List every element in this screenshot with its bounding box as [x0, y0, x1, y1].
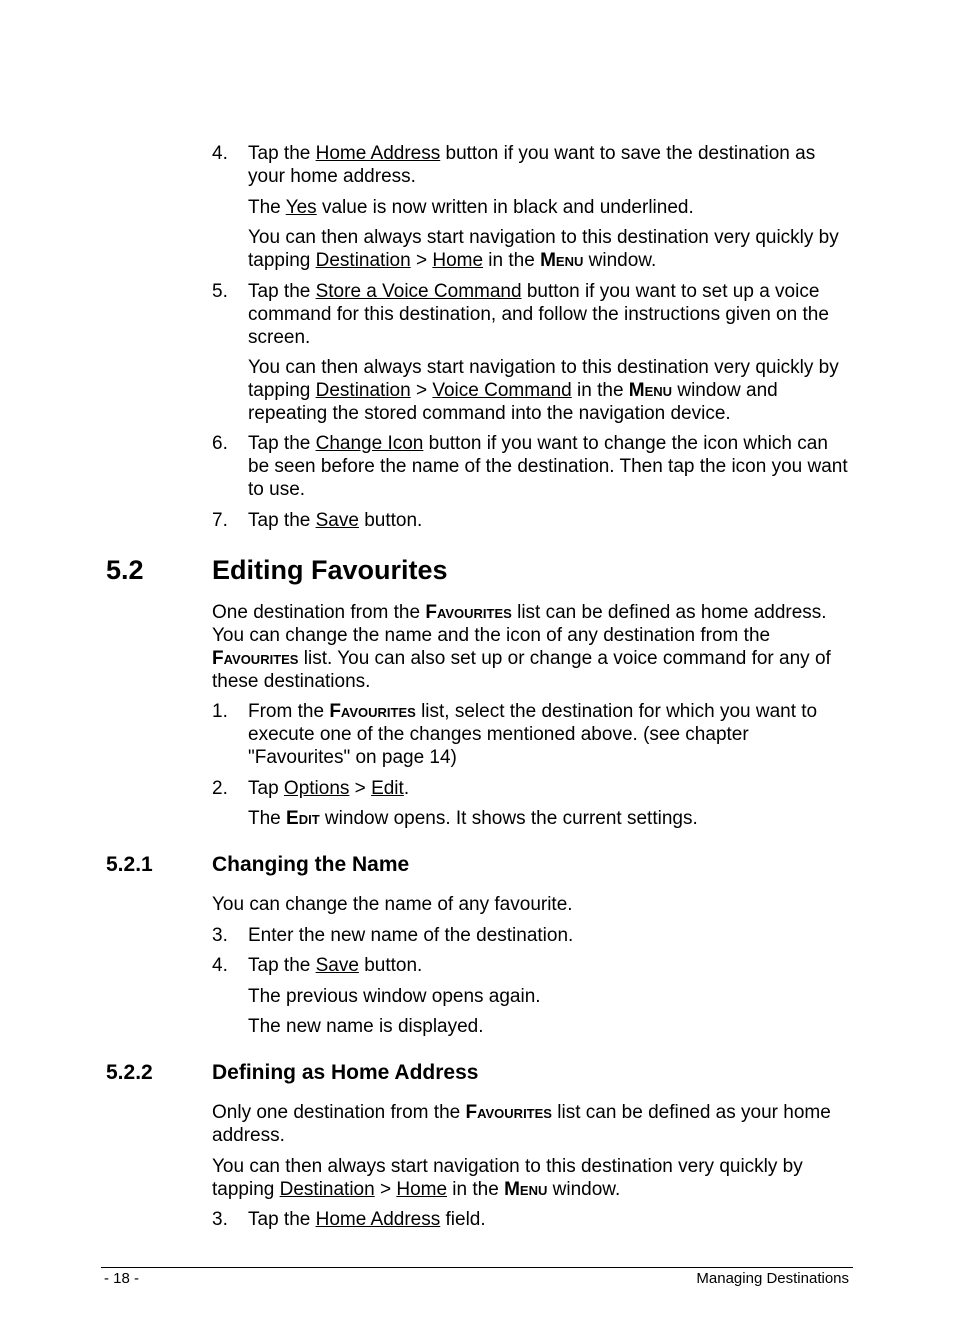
subsection-paragraph: You can then always start navigation to this destination very quickly by tapping Destination > Home in the Menu window. [212, 1156, 803, 1200]
list-number: 3. [212, 925, 228, 946]
save-link[interactable]: Save [315, 955, 359, 976]
list-number: 7. [212, 510, 228, 531]
change-icon-link[interactable]: Change Icon [315, 433, 424, 454]
home-link[interactable]: Home [432, 250, 484, 271]
menu-label: Menu [504, 1179, 548, 1200]
page-number: - 18 - [104, 1270, 140, 1287]
save-link[interactable]: Save [315, 510, 359, 531]
edit-link[interactable]: Edit [371, 778, 404, 799]
subsection-title: Defining as Home Address [212, 1061, 479, 1084]
section-intro: One destination from the Favourites list can be defined as home address. You can change the name and the icon of any destination from the Favourites list. You can also set up or change a voice command for any of these destinations. [212, 602, 831, 692]
step-4-note-2: The new name is displayed. [248, 1016, 484, 1037]
list-item-5: Tap the Store a Voice Command button if you want to set up a voice command for this destination, and follow the instructions given on the screen. [248, 281, 829, 348]
menu-label: Menu [540, 250, 584, 271]
favourites-label: Favourites [212, 648, 299, 669]
list-number: 4. [212, 955, 228, 976]
favourites-label: Favourites [329, 701, 416, 722]
home-address-link[interactable]: Home Address [315, 1209, 441, 1230]
step-2: Tap Options > Edit. [248, 778, 410, 799]
list-item-6: Tap the Change Icon button if you want to change the icon which can be seen before the name of the destination. Then tap the icon you want to use. [248, 433, 848, 500]
voice-command-link[interactable]: Voice Command [432, 380, 572, 401]
subsection-intro: Only one destination from the Favourites list can be defined as your home address. [212, 1102, 831, 1146]
step-3: Tap the Home Address field. [248, 1209, 486, 1230]
store-voice-command-link[interactable]: Store a Voice Command [315, 281, 522, 302]
list-item-7: Tap the Save button. [248, 510, 423, 531]
step-1: From the Favourites list, select the destination for which you want to execute one of the changes mentioned above. (see chapter "Favourites" on page 14) [248, 701, 818, 768]
edit-window-label: Edit [286, 808, 320, 829]
section-title: Editing Favourites [212, 555, 448, 585]
item5-note: You can then always start navigation to this destination very quickly by tapping Destination > Voice Command in the Menu window and repeating the stored command into the navigation device. [248, 357, 839, 424]
destination-link[interactable]: Destination [315, 380, 411, 401]
step-2-note: The Edit window opens. It shows the current settings. [248, 808, 698, 829]
subsection-title: Changing the Name [212, 853, 410, 876]
footer-rule [101, 1267, 853, 1268]
destination-link[interactable]: Destination [279, 1179, 375, 1200]
section-number: 5.2 [106, 555, 144, 585]
list-number: 4. [212, 143, 228, 164]
list-number: 1. [212, 701, 228, 722]
step-4-note-1: The previous window opens again. [248, 986, 541, 1007]
home-link[interactable]: Home [396, 1179, 448, 1200]
favourites-label: Favourites [465, 1102, 552, 1123]
menu-label: Menu [628, 380, 673, 401]
list-number: 6. [212, 433, 228, 454]
list-number: 5. [212, 281, 228, 302]
subsection-number: 5.2.1 [106, 853, 153, 876]
destination-link[interactable]: Destination [315, 250, 411, 271]
yes-link[interactable]: Yes [285, 197, 317, 218]
step-3: Enter the new name of the destination. [248, 925, 574, 946]
list-number: 2. [212, 778, 228, 799]
footer-section-title: Managing Destinations [696, 1270, 849, 1287]
item4-note-2: You can then always start navigation to this destination very quickly by tapping Destination > Home in the Menu window. [248, 227, 839, 271]
step-4: Tap the Save button. [248, 955, 423, 976]
list-item-4: Tap the Home Address button if you want to save the destination as your home address. [248, 143, 816, 187]
options-link[interactable]: Options [283, 778, 350, 799]
subsection-intro: You can change the name of any favourite. [212, 894, 573, 915]
list-number: 3. [212, 1209, 228, 1230]
favourites-label: Favourites [425, 602, 512, 623]
home-address-link[interactable]: Home Address [315, 143, 441, 164]
item4-note-1: The Yes value is now written in black and underlined. [248, 197, 694, 218]
subsection-number: 5.2.2 [106, 1061, 153, 1084]
